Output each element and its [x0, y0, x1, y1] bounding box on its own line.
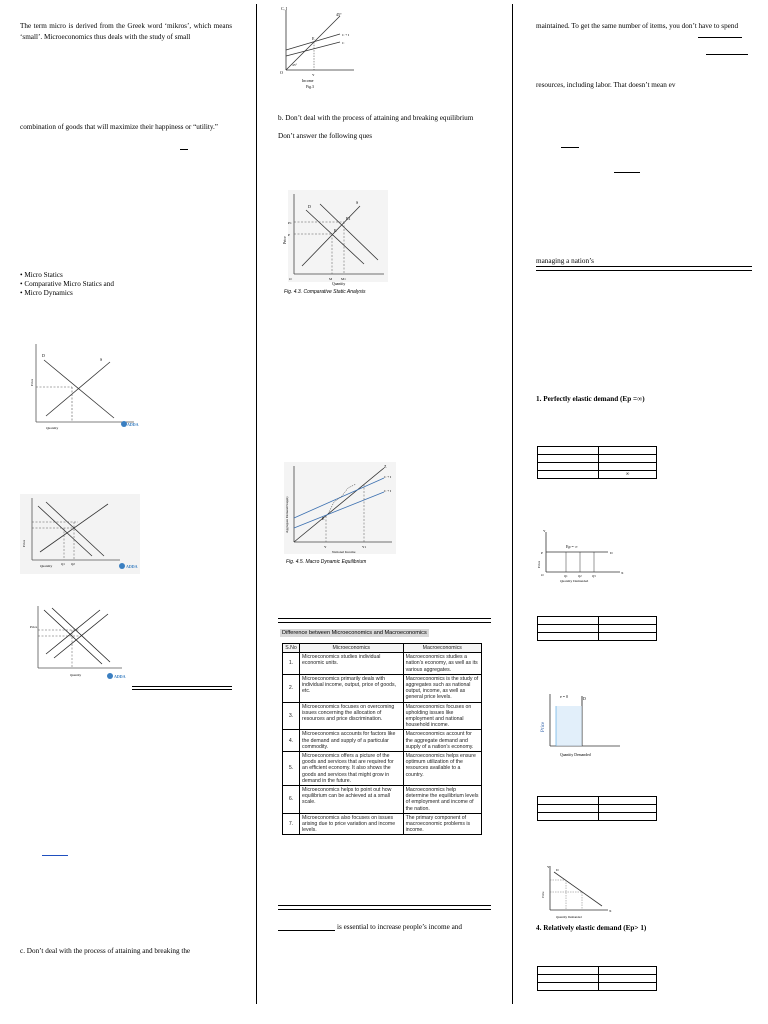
- 45-label: 45°: [336, 12, 342, 17]
- x-axis-label: National Income: [332, 550, 356, 554]
- y-axis-label: C, I: [281, 6, 287, 11]
- 45-degree-line: [286, 16, 340, 70]
- figure-caption: Fig. 4.3. Comparative Static Analysis: [284, 289, 366, 295]
- logo-mark: [107, 673, 113, 679]
- infinity-cell: ∞: [599, 471, 657, 479]
- table-row: [283, 752, 482, 786]
- logo-text: ADDA: [126, 564, 138, 569]
- y-axis-label: Aggregate Demand Supply: [285, 496, 289, 533]
- table-row: [283, 702, 482, 730]
- supply-curve-2: [54, 614, 108, 658]
- micro-cell: Microeconomics focuses on overcoming issues concerning the allocation of resources and price discrimination.: [300, 702, 404, 730]
- row-number: 1.: [283, 653, 300, 675]
- table-top-rule: [278, 618, 491, 623]
- ci-label-1: C + I: [384, 475, 392, 479]
- table-bottom-rule: [278, 905, 491, 910]
- origin-label: O: [280, 70, 283, 75]
- x-axis-label: Quantity: [70, 673, 82, 677]
- macro-cell: Macroeconomics help determine the equilibrium levels of employment and income of the nation.: [403, 786, 481, 814]
- c-line: [286, 42, 340, 56]
- blank-line: [180, 149, 188, 150]
- demand-supply-figure: [30, 340, 140, 435]
- heading-perfectly-elastic: 1. Perfectly elastic demand (Ep =∞): [536, 395, 645, 403]
- resources-text: resources, including labor. That doesn’t mean ev: [536, 81, 676, 89]
- column-divider-right: [512, 4, 513, 1004]
- comparative-statics-figure: [20, 494, 140, 574]
- y1-label: Y1: [362, 545, 367, 549]
- y-axis-label: Price: [541, 891, 545, 898]
- origin-label: O: [289, 277, 292, 281]
- c-label: C: [342, 41, 345, 45]
- blank-line: [132, 686, 232, 687]
- figure-caption: Fig.3: [306, 85, 314, 89]
- e-label: E: [312, 36, 315, 41]
- micro-cell: Microeconomics also focuses on issues arising due to price variation and income levels.: [300, 813, 404, 835]
- y-label: Y: [324, 545, 327, 549]
- para-b: b. Don’t deal with the process of attaining and breaking equilibrium: [278, 114, 474, 122]
- micro-cell: Microeconomics primarily deals with individual income, output, price of goods, etc.: [300, 674, 404, 702]
- q3-label: Q3: [592, 574, 596, 578]
- origin-label: O: [541, 573, 544, 577]
- s-label: S: [356, 200, 359, 205]
- y-axis-label: Price: [537, 560, 541, 568]
- supply-label: S: [100, 357, 103, 362]
- x-axis-label: Quantity: [40, 564, 53, 568]
- y-axis-label: Price: [283, 236, 287, 244]
- e-label: E: [322, 517, 325, 521]
- perfectly-inelastic-figure: [536, 688, 626, 760]
- row-number: 6.: [283, 786, 300, 814]
- x-axis-label: Quantity Demanded: [560, 753, 591, 757]
- table-row: [283, 786, 482, 814]
- macro-cell: Macroeconomics focuses on upholding issues like employment and national household income.: [403, 702, 481, 730]
- p-label: P: [541, 551, 543, 555]
- y-axis-label: Price: [30, 625, 38, 629]
- header-macro: Macroeconomics: [403, 644, 481, 653]
- macro-cell: Macroeconomics account for the aggregate demand and supply of a nation’s economy.: [403, 730, 481, 752]
- col2-bottom-text: is essential to increase people’s income and: [337, 923, 462, 931]
- d-label: D: [610, 551, 613, 555]
- demand-curve: [554, 872, 602, 906]
- demand-curve-2: [52, 608, 110, 662]
- macro-cell: The primary component of macroeconomic problems is income.: [403, 813, 481, 835]
- col1-bottom-text: c. Don’t deal with the process of attaining and breaking the: [20, 947, 191, 955]
- y-label: Y: [547, 865, 550, 869]
- micro-cell: Microeconomics accounts for factors like the demand and supply of a particular commodity.: [300, 730, 404, 752]
- table-row: [283, 730, 482, 752]
- macro-cell: Macroeconomics helps ensure optimum utilization of the resources available to a country.: [403, 752, 481, 786]
- blank-line: [561, 147, 579, 148]
- figure-background: [288, 190, 388, 282]
- micro-cell: Microeconomics offers a picture of the goods and services that are required for an efficient economy. It also shows the goods and services that might grow in demand in the future.: [300, 752, 404, 786]
- supply-curve-1: [46, 610, 100, 654]
- x-axis-label: Quantity: [46, 426, 59, 430]
- logo-mark: [119, 563, 125, 569]
- 45-label-small: 45°: [292, 63, 297, 67]
- bullet-list: [20, 271, 220, 298]
- demand-curve-1: [44, 610, 102, 664]
- comparative-static-analysis-figure: [280, 190, 400, 298]
- column-divider-left: [256, 4, 257, 1004]
- row-number: 5.: [283, 752, 300, 786]
- table-row: [283, 674, 482, 702]
- perfectly-elastic-figure: [536, 528, 626, 584]
- q1-label: Q1: [61, 562, 65, 566]
- logo-text: ADDA: [127, 422, 139, 427]
- shaded-area: [556, 706, 582, 746]
- schedule-table-4: [537, 966, 657, 991]
- x-label: X: [609, 909, 612, 913]
- income-expenditure-figure: [278, 4, 358, 92]
- micro-cell: Microeconomics helps to point out how equilibrium can be achieved at a small scale.: [300, 786, 404, 814]
- e-zero-label: e = 0: [560, 694, 569, 699]
- logo-text: ADDA: [114, 674, 126, 679]
- intro-paragraph: The term micro is derived from the Greek word ‘mikros’, which means ‘small’. Microeconomics thus deals with the study of small: [20, 22, 232, 41]
- row-number: 7.: [283, 813, 300, 835]
- ci-label: C + I: [342, 33, 350, 37]
- bullet-micro-dynamics: • Micro Dynamics: [20, 289, 73, 297]
- x-axis-label: Income: [302, 79, 314, 83]
- ci-label-2: C + I: [384, 489, 392, 493]
- figure-background: [284, 462, 396, 554]
- comparison-table: [282, 643, 482, 835]
- macro-cell: Macroeconomics studies a nation’s economy, as well as its various aggregates.: [403, 653, 481, 675]
- schedule-table-3: [537, 796, 657, 821]
- shift-figure: [28, 604, 128, 682]
- blank-link-underline: [42, 855, 68, 856]
- blank-line: [698, 37, 742, 38]
- bullet-micro-statics: • Micro Statics: [20, 271, 63, 279]
- p1-label: P1: [288, 221, 292, 225]
- header-micro: Microeconomics: [300, 644, 404, 653]
- unit-elastic-figure: [536, 862, 616, 922]
- figure-caption: Fig. 4.5. Macro Dynamic Equilibrium: [286, 559, 367, 565]
- x-axis-label: Quantity: [332, 282, 346, 286]
- q1-label: Q1: [564, 574, 568, 578]
- e1-label: E1: [346, 216, 351, 221]
- d-label: D: [556, 868, 559, 872]
- x-label: X: [621, 571, 624, 575]
- micro-cell: Microeconomics studies individual economic units.: [300, 653, 404, 675]
- blank-line: [614, 172, 640, 173]
- q2-label: Q2: [71, 562, 75, 566]
- ep-label: Ep = ∞: [566, 544, 578, 549]
- dont-answer-text: Don’t answer the following ques: [278, 132, 373, 140]
- p-label: P: [288, 233, 290, 237]
- header-sno: S.No: [283, 644, 300, 653]
- heading-relatively-elastic: 4. Relatively elastic demand (Ep> 1): [536, 924, 647, 932]
- x-axis-label: Quantity Demanded: [560, 579, 589, 583]
- blank-line: [132, 689, 232, 690]
- managing-text: managing a nation’s: [536, 257, 594, 265]
- y-axis-label: Price: [30, 378, 34, 386]
- d-label: D: [308, 204, 311, 209]
- y-axis-label: Price: [541, 721, 546, 732]
- row-number: 3.: [283, 702, 300, 730]
- schedule-table-2: [537, 616, 657, 641]
- y-axis-label: Price: [22, 539, 26, 547]
- table-row: [283, 653, 482, 675]
- blank-line: [278, 930, 335, 931]
- maintained-text: maintained. To get the same number of items, you don’t have to spend: [536, 22, 739, 30]
- table-row: [283, 813, 482, 835]
- z-label: Z: [384, 464, 387, 469]
- y-label: Y: [312, 73, 315, 77]
- m1-label: M1: [341, 277, 346, 281]
- y-label: Y: [543, 529, 546, 533]
- schedule-table-1: [537, 446, 657, 479]
- row-number: 2.: [283, 674, 300, 702]
- m-label: M: [329, 277, 333, 281]
- section-rule: [536, 266, 752, 271]
- utility-sentence: combination of goods that will maximize their happiness or “utility.”: [20, 123, 218, 131]
- macro-cell: Macroeconomics is the study of aggregates such as national output, income, as well as general price levels.: [403, 674, 481, 702]
- demand-label: D: [42, 353, 45, 358]
- e-label: E: [334, 228, 337, 233]
- bullet-comparative-micro-statics: • Comparative Micro Statics and: [20, 280, 114, 288]
- row-number: 4.: [283, 730, 300, 752]
- q2-label: Q2: [578, 574, 582, 578]
- x-axis-label: Quantity Demanded: [556, 915, 582, 919]
- blank-line: [706, 54, 748, 55]
- d-label: D: [583, 696, 586, 701]
- macro-dynamic-equilibrium-figure: [280, 462, 400, 568]
- table-title: Difference between Microeconomics and Macroeconomics: [282, 630, 427, 636]
